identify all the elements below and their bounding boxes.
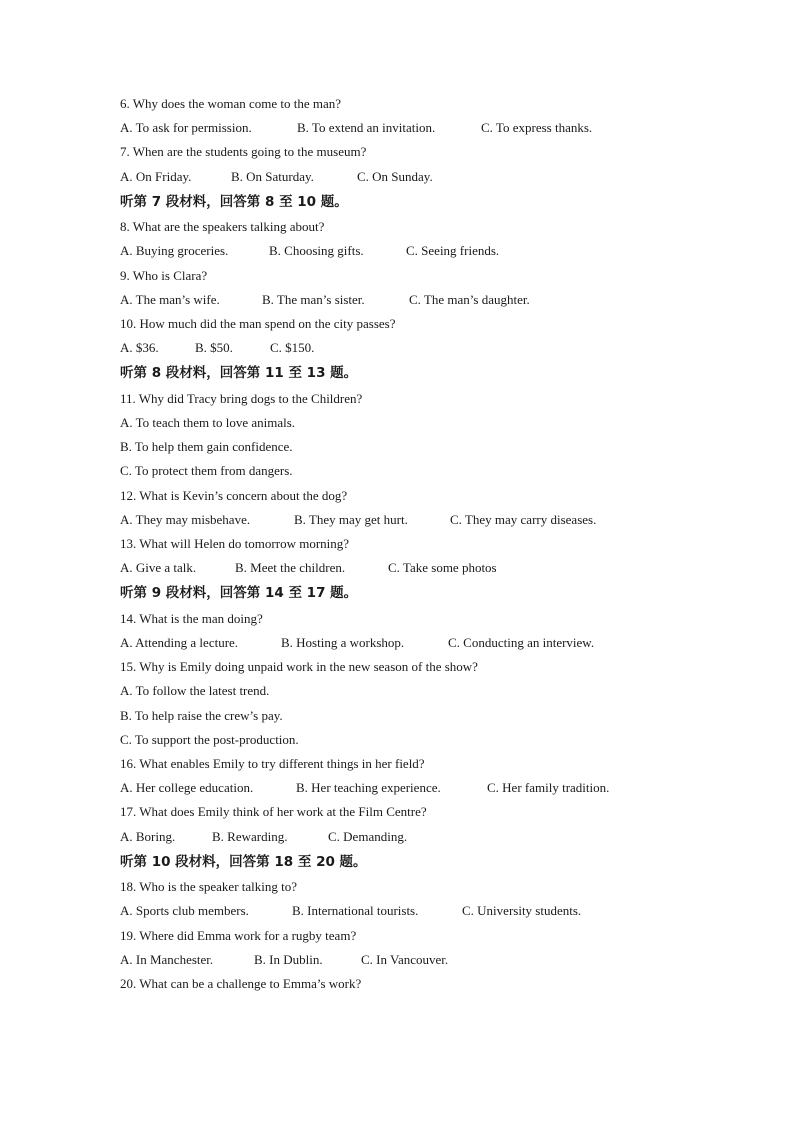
question-text: 9. Who is Clara?: [120, 267, 208, 283]
answer-option: C. To express thanks.: [481, 120, 593, 136]
question-text: 16. What enables Emily to try different things in her field?: [120, 756, 425, 771]
answer-option: C. Demanding.: [328, 828, 408, 844]
answer-option: A. On Friday.: [120, 168, 192, 184]
question-text: C. To protect them from dangers.: [120, 463, 293, 479]
answer-option: C. Seeing friends.: [406, 243, 500, 259]
question-text: 20. What can be a challenge to Emma’s work?: [120, 976, 362, 991]
question-text: 8. What are the speakers talking about?: [120, 219, 325, 235]
answer-option: A. To ask for permission.: [120, 120, 252, 136]
section-heading: 听第 8 段材料，回答第 11 至 13 题。: [120, 365, 358, 382]
answer-option: B. $50.: [195, 340, 233, 356]
answer-options: [120, 239, 680, 263]
question-text: 15. Why is Emily doing unpaid work in the new season of the show?: [120, 659, 478, 675]
answer-option: B. Meet the children.: [235, 560, 346, 576]
answer-options: [120, 899, 680, 923]
answer-option: A. Sports club members.: [120, 903, 249, 919]
answer-option: A. Boring.: [120, 828, 176, 844]
answer-option: B. Choosing gifts.: [269, 243, 364, 259]
question-text: 14. What is the man doing?: [120, 610, 263, 626]
answer-options: [120, 948, 680, 972]
question-text: 19. Where did Emma work for a rugby team?: [120, 927, 357, 943]
answer-option: A. Buying groceries.: [120, 243, 229, 259]
answer-option: C. University students.: [462, 903, 582, 919]
question-text: 10. How much did the man spend on the city passes?: [120, 316, 396, 331]
question-text: 11. Why did Tracy bring dogs to the Children?: [120, 390, 363, 406]
question-text: A. To follow the latest trend.: [120, 683, 270, 699]
answer-option: C. They may carry diseases.: [450, 511, 597, 527]
answer-option: C. Take some photos: [388, 560, 497, 576]
answer-option: A. In Manchester.: [120, 951, 214, 967]
question-text: 7. When are the students going to the museum?: [120, 144, 367, 160]
answer-option: A. They may misbehave.: [120, 511, 251, 527]
question-text: B. To help raise the crew’s pay.: [120, 707, 283, 723]
answer-option: C. $150.: [270, 340, 315, 356]
answer-option: B. Her teaching experience.: [296, 780, 441, 796]
answer-option: A. Give a talk.: [120, 560, 197, 576]
answer-options: [120, 825, 680, 849]
answer-option: B. They may get hurt.: [294, 511, 408, 527]
question-text: 17. What does Emily think of her work at the Film Centre?: [120, 804, 427, 820]
answer-option: B. Hosting a workshop.: [281, 635, 405, 651]
section-heading: 听第 9 段材料，回答第 14 至 17 题。: [120, 585, 358, 602]
question-text: 18. Who is the speaker talking to?: [120, 879, 298, 895]
question-text: B. To help them gain confidence.: [120, 439, 293, 455]
answer-options: [120, 631, 680, 655]
answer-options: [120, 116, 680, 140]
answer-options: [120, 776, 680, 800]
answer-option: B. To extend an invitation.: [297, 120, 436, 136]
answer-option: A. The man’s wife.: [120, 291, 220, 307]
answer-option: A. Attending a lecture.: [120, 635, 239, 651]
answer-options: [120, 165, 680, 189]
answer-option: C. The man’s daughter.: [409, 291, 530, 307]
question-text: A. To teach them to love animals.: [120, 415, 296, 431]
answer-option: C. On Sunday.: [357, 168, 433, 184]
question-text: 12. What is Kevin’s concern about the dog?: [120, 487, 348, 503]
answer-options: [120, 556, 680, 580]
answer-option: C. In Vancouver.: [361, 951, 449, 967]
answer-option: B. International tourists.: [292, 903, 419, 919]
answer-option: B. Rewarding.: [212, 828, 288, 844]
question-text: C. To support the post-production.: [120, 731, 299, 747]
question-text: 6. Why does the woman come to the man?: [120, 96, 342, 111]
answer-option: C. Her family tradition.: [487, 780, 610, 796]
answer-option: A. $36.: [120, 340, 159, 356]
section-heading: 听第 10 段材料，回答第 18 至 20 题。: [120, 853, 367, 870]
question-list: [120, 92, 680, 996]
answer-option: C. Conducting an interview.: [448, 635, 595, 651]
answer-options: [120, 288, 680, 312]
question-text: 13. What will Helen do tomorrow morning?: [120, 536, 350, 551]
answer-option: A. Her college education.: [120, 780, 254, 796]
answer-option: B. In Dublin.: [254, 951, 323, 967]
section-heading: 听第 7 段材料，回答第 8 至 10 题。: [120, 193, 348, 210]
answer-options: [120, 336, 680, 360]
answer-options: [120, 508, 680, 532]
answer-option: B. On Saturday.: [231, 168, 314, 184]
answer-option: B. The man’s sister.: [262, 291, 365, 307]
